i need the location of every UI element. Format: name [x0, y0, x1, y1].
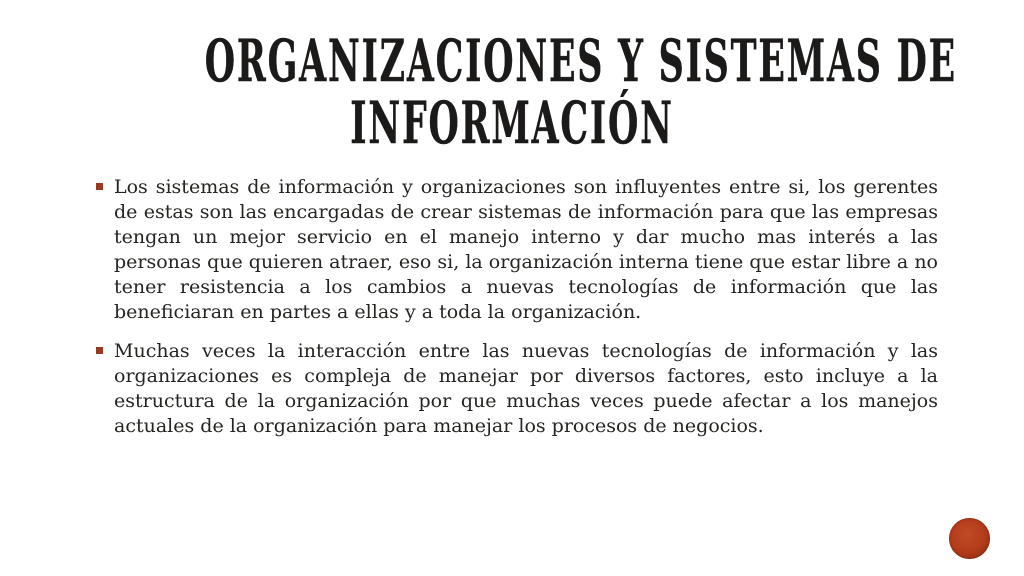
bullet-text: Muchas veces la interacción entre las nuevas tecnologías de información y las organizaciones es compleja de manejar por diversos factores, esto incluye a la estructura de la organización por que muchas veces puede afectar a los manejos actuales de la organización para manejar los procesos de negocios.	[114, 340, 938, 437]
slide-title-line-2: INFORMACIÓN	[350, 89, 674, 157]
bullet-square-icon	[96, 347, 103, 354]
slide-title	[204, 27, 957, 157]
bullet-square-icon	[96, 183, 103, 190]
list-item	[96, 175, 938, 325]
slide-title-line-1: ORGANIZACIONES Y SISTEMAS DE	[204, 27, 957, 95]
decorative-stamp-circle	[949, 518, 990, 559]
bullet-text: Los sistemas de información y organizaciones son influyentes entre si, los gerentes de estas son las encargadas de crear sistemas de información para que las empresas tengan un mejor servicio en el manejo interno y dar mucho mas interés a las personas que quieren atraer, eso si, la organización interna tiene que estar libre a no tener resistencia a los cambios a nuevas tecnologías de información que las beneficiaran en partes a ellas y a toda la organización.	[114, 176, 938, 323]
bullet-list	[96, 175, 938, 453]
list-item	[96, 339, 938, 439]
